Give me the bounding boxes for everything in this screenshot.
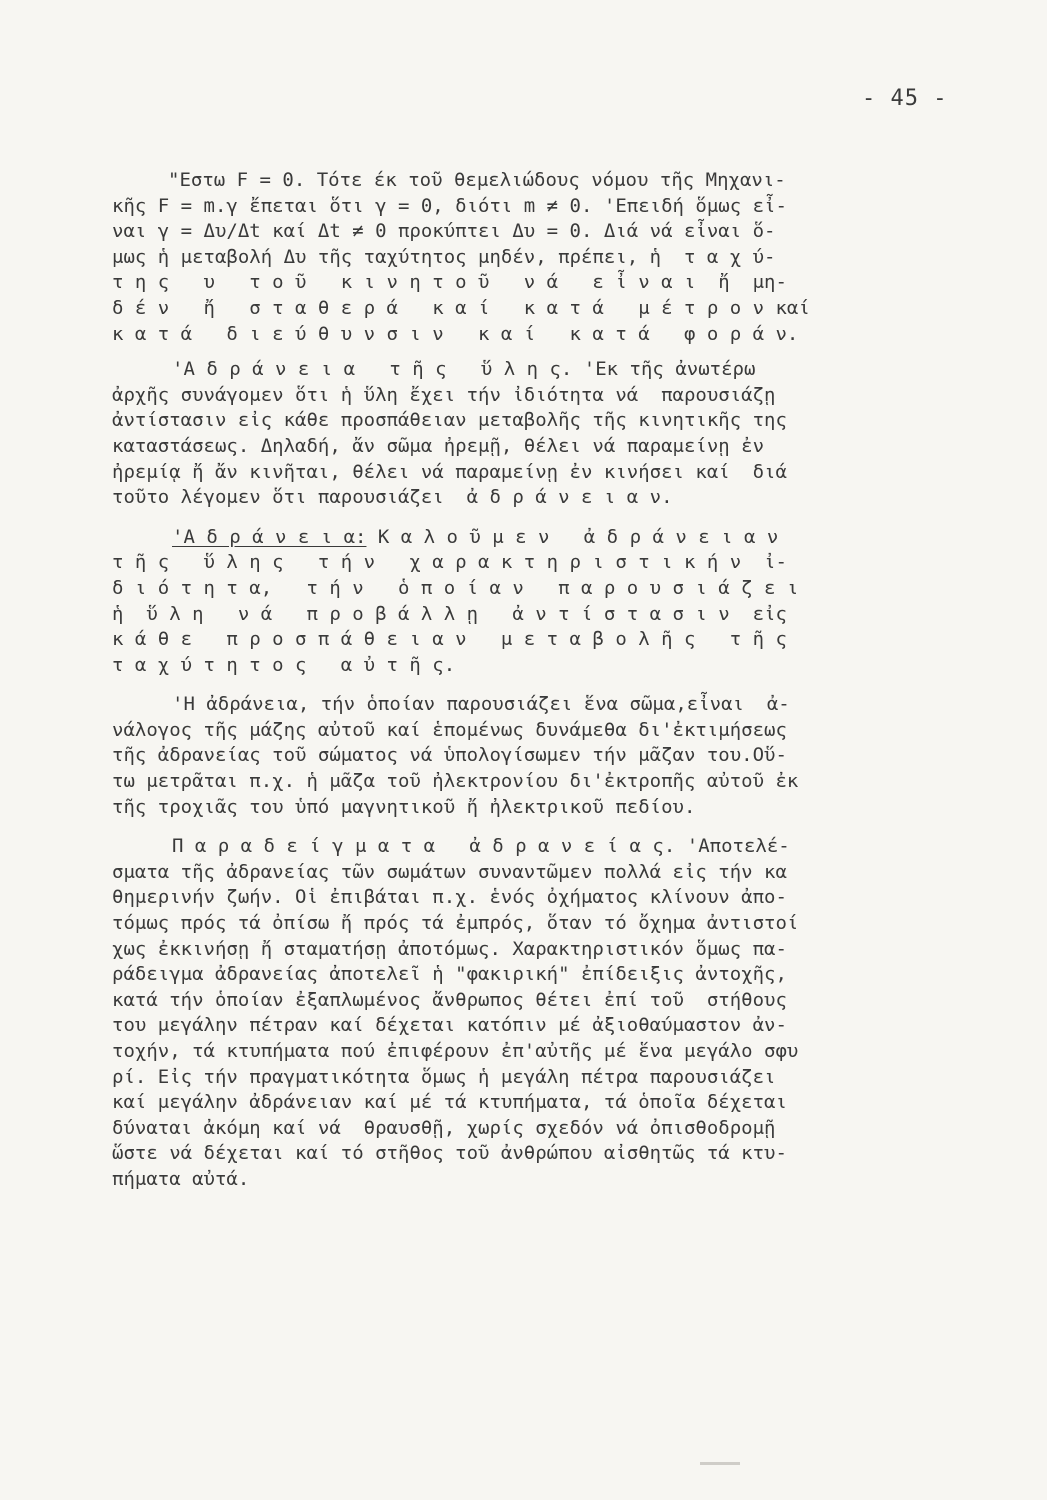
paragraph-inertia-of-matter <box>112 357 952 511</box>
text-line: θημερινήν ζωήν. Οἱ ἐπιβάται π.χ. ἑνός ὀχήματος κλίνουν ἀπο- <box>112 886 787 909</box>
text-line: ράδειγμα ἀδρανείας ἀποτελεῖ ἡ "φακιρική" ἐπίδειξις ἀντοχῆς, <box>112 963 787 986</box>
text-line: πήματα αὐτά. <box>112 1167 250 1190</box>
text-line: κ ά θ ε π ρ ο σ π ά θ ε ι α ν μ ε τ α β ο λ ῆ ς τ ῆ ς <box>112 628 787 651</box>
text-line: καταστάσεως. Δηλαδή, ἄν σῶμα ἠρεμῇ, θέλει νά παραμείνῃ ἐν <box>112 434 765 457</box>
text-line: νάλογος τῆς μάζης αὐτοῦ καί ἑπομένως δυνάμεθα δι'ἐκτιμήσεως <box>112 718 787 741</box>
paragraph-inertia-examples <box>112 834 952 1192</box>
text-line: τῆς ἀδρανείας τοῦ σώματος νά ὑπολογίσωμεν τήν μᾶζαν του.Οὕ- <box>112 744 787 767</box>
text-line: Κ α λ ο ῦ μ ε ν ἀ δ ρ ά ν ε ι α ν <box>366 525 779 548</box>
text-line: 'Α δ ρ ά ν ε ι α τ ῆ ς ὕ λ η ς. 'Εκ τῆς ἀνωτέρω <box>172 358 756 381</box>
text-line: κατά τήν ὁποίαν ἐξαπλωμένος ἄνθρωπος θέτει ἐπί τοῦ στήθους <box>112 988 787 1011</box>
text-line: δύναται ἀκόμη καί νά θραυσθῇ, χωρίς σχεδόν νά ὀπισθοδρομῇ <box>112 1116 776 1139</box>
paragraph-mass-measurement <box>112 692 952 820</box>
text-line: καί μεγάλην ἀδράνειαν καί μέ τά κτυπήματα, τά ὁποῖα δέχεται <box>112 1091 787 1114</box>
text-line: ὥστε νά δέχεται καί τό στῆθος τοῦ ἀνθρώπου αἰσθητῶς τά κτυ- <box>112 1142 787 1165</box>
text-line: Π α ρ α δ ε ί γ μ α τ α ἀ δ ρ α ν ε ί α ς. 'Αποτελέ- <box>172 835 790 858</box>
text-line: τόμως πρός τά ὀπίσω ἤ πρός τά ἐμπρός, ὅταν τό ὄχημα ἀντιστοί <box>112 912 799 935</box>
definition-term: 'Α δ ρ ά ν ε ι α: <box>172 525 367 548</box>
text-line: κ α τ ά δ ι ε ύ θ υ ν σ ι ν κ α ί κ α τ ά φ ο ρ ά ν. <box>112 322 799 345</box>
text-line: τ η ς υ τ ο ῦ κ ι ν η τ ο ῦ ν ά ε ἶ ν α ι ἤ μη- <box>112 271 787 294</box>
text-line: σματα τῆς ἀδρανείας τῶν σωμάτων συναντῶμεν πολλά εἰς τήν κα <box>112 860 787 883</box>
paper-mark <box>700 1462 740 1465</box>
text-line: τοῦτο λέγομεν ὅτι παρουσιάζει ἀ δ ρ ά ν ε ι α ν. <box>112 486 673 509</box>
paragraph-force-zero <box>112 168 952 347</box>
paragraph-inertia-definition <box>112 525 952 679</box>
text-line: τῆς τροχιᾶς του ὑπό μαγνητικοῦ ἤ ἠλεκτρικοῦ πεδίου. <box>112 795 696 818</box>
text-line: τοχήν, τά κτυπήματα πού ἐπιφέρουν ἐπ'αὐτῆς μέ ἕνα μεγάλο σφυ <box>112 1040 799 1062</box>
text-line: κῆς F = m.γ ἔπεται ὅτι γ = 0, διότι m ≠ 0. 'Επειδή ὅμως εἶ- <box>112 194 787 217</box>
text-line: ἀντίστασιν εἰς κάθε προσπάθειαν μεταβολῆς τῆς κινητικῆς της <box>112 409 787 432</box>
document-body <box>112 168 952 1193</box>
text-line: τω μετρᾶται π.χ. ἡ μᾶζα τοῦ ἠλεκτρονίου δι'ἐκτροπῆς αὐτοῦ ἐκ <box>112 770 799 793</box>
text-line: του μεγάλην πέτραν καί δέχεται κατόπιν μέ ἀξιοθαύμαστον ἀν- <box>112 1014 787 1037</box>
text-line: ἠρεμίᾳ ἤ ἄν κινῆται, θέλει νά παραμείνῃ ἐν κινήσει καί διά <box>112 460 787 483</box>
text-line: 'Η ἀδράνεια, τήν ὁποίαν παρουσιάζει ἕνα σῶμα,εἶναι ἀ- <box>172 693 790 716</box>
text-line: δ έ ν ἤ σ τ α θ ε ρ ά κ α ί κ α τ ά μ έ τ ρ ο ν καί <box>112 296 810 319</box>
text-line: "Εστω F = 0. Τότε έκ τοῦ θεμελιώδους νόμου τῆς Μηχανι- <box>168 169 786 191</box>
text-line: ναι γ = Δυ/Δt καί Δt ≠ 0 προκύπτει Δυ = 0. Διά νά εἶναι ὅ- <box>112 220 776 243</box>
page-number: - 45 - <box>862 86 948 111</box>
text-line: τ ῆ ς ὕ λ η ς τ ή ν χ α ρ α κ τ η ρ ι σ τ ι κ ή ν ἰ- <box>112 551 787 574</box>
text-line: τ α χ ύ τ η τ ο ς α ὐ τ ῆ ς. <box>112 653 456 676</box>
text-line: ἀρχῆς συνάγομεν ὅτι ἡ ὕλη ἔχει τήν ἰδιότητα νά παρουσιάζῃ <box>112 383 776 406</box>
text-line: ἡ ὕ λ η ν ά π ρ ο β ά λ λ ῃ ἀ ν τ ί σ τ α σ ι ν εἰς <box>112 602 787 625</box>
text-line: δ ι ό τ η τ α, τ ή ν ὁ π ο ί α ν π α ρ ο υ σ ι ά ζ ε ι <box>112 576 799 599</box>
text-line: μως ἡ μεταβολή Δυ τῆς ταχύτητος μηδέν, πρέπει, ἡ τ α χ ύ- <box>112 245 776 268</box>
text-line: χως ἐκκινήσῃ ἤ σταματήσῃ ἀποτόμως. Χαρακτηριστικόν ὅμως πα- <box>112 937 787 960</box>
text-line: ρί. Εἰς τήν πραγματικότητα ὅμως ἡ μεγάλη πέτρα παρουσιάζει <box>112 1065 776 1088</box>
